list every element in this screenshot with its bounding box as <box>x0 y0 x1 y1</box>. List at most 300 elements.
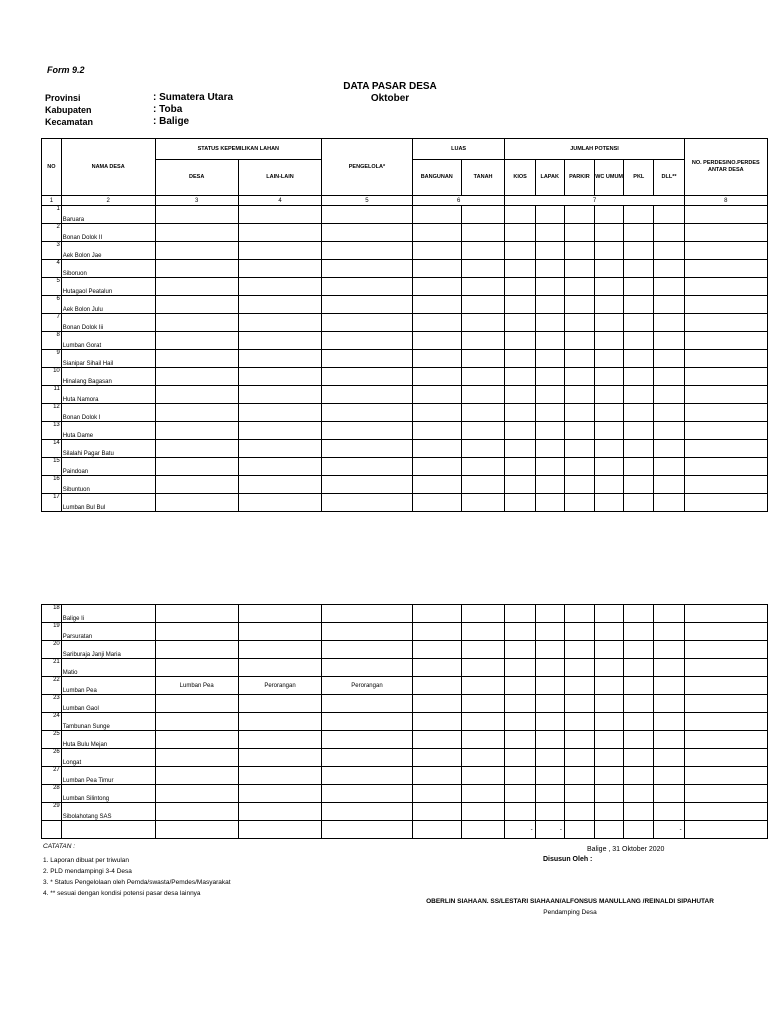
empty-cell <box>564 785 594 803</box>
empty-cell <box>595 350 624 368</box>
row-number: 16 <box>42 476 62 494</box>
header-bangunan: BANGUNAN <box>412 160 461 196</box>
header-kios: KIOS <box>505 160 535 196</box>
empty-cell <box>684 206 767 224</box>
row-number: 5 <box>42 278 62 296</box>
status-desa <box>155 641 238 659</box>
village-name: Lumban Bul Bul <box>61 494 155 512</box>
empty-cell <box>155 494 238 512</box>
empty-cell <box>684 368 767 386</box>
empty-cell <box>412 767 461 785</box>
empty-cell <box>461 695 505 713</box>
row-number: 6 <box>42 296 62 314</box>
empty-cell <box>238 386 321 404</box>
empty-cell <box>624 350 654 368</box>
row-number: 26 <box>42 749 62 767</box>
empty-cell <box>654 440 684 458</box>
row-number: 23 <box>42 695 62 713</box>
prepared-by: Disusun Oleh : <box>543 856 593 863</box>
village-name: Huta Namora <box>61 386 155 404</box>
empty-cell <box>505 422 535 440</box>
pengelola <box>322 641 413 659</box>
row-number: 27 <box>42 767 62 785</box>
empty-cell <box>412 695 461 713</box>
empty-cell <box>624 695 654 713</box>
empty-cell <box>564 260 594 278</box>
empty-cell <box>684 803 767 821</box>
row-number: 21 <box>42 659 62 677</box>
empty-cell <box>412 368 461 386</box>
empty-cell <box>624 422 654 440</box>
row-number: 7 <box>42 314 62 332</box>
col-number: 2 <box>61 196 155 206</box>
empty-cell <box>505 332 535 350</box>
empty-cell <box>684 278 767 296</box>
empty-cell <box>412 458 461 476</box>
status-lain-lain <box>238 749 321 767</box>
status-lain-lain <box>238 641 321 659</box>
empty-cell <box>461 368 505 386</box>
empty-cell <box>322 278 413 296</box>
note-item: 2. PLD mendampingi 3-4 Desa <box>43 868 132 875</box>
empty-cell <box>461 278 505 296</box>
header-pkl: PKL <box>624 160 654 196</box>
empty-cell <box>412 476 461 494</box>
village-name: Sariburaja Janji Maria <box>61 641 155 659</box>
empty-cell <box>412 404 461 422</box>
period-label: Oktober <box>370 93 410 104</box>
empty-cell <box>505 695 535 713</box>
col-number: 8 <box>684 196 767 206</box>
village-name: Bonan Dolok Iii <box>61 314 155 332</box>
table-row <box>42 713 768 731</box>
empty-cell <box>535 803 564 821</box>
empty-cell <box>684 458 767 476</box>
empty-cell <box>564 296 594 314</box>
empty-cell <box>564 368 594 386</box>
empty-cell <box>155 476 238 494</box>
empty-cell <box>535 314 564 332</box>
empty-cell <box>461 350 505 368</box>
empty-cell <box>461 803 505 821</box>
table-row <box>42 767 768 785</box>
empty-cell <box>238 350 321 368</box>
empty-cell <box>461 731 505 749</box>
empty-cell <box>595 713 624 731</box>
empty-cell <box>322 476 413 494</box>
empty-cell <box>505 242 535 260</box>
empty-cell <box>535 440 564 458</box>
empty-cell <box>595 368 624 386</box>
empty-cell <box>461 623 505 641</box>
empty-cell <box>412 641 461 659</box>
empty-cell <box>322 368 413 386</box>
kecamatan-value: : Balige <box>153 116 190 127</box>
village-name: Huta Bulu Mejan <box>61 731 155 749</box>
empty-cell <box>595 785 624 803</box>
empty-cell <box>654 332 684 350</box>
row-number: 24 <box>42 713 62 731</box>
empty-cell <box>564 458 594 476</box>
empty-cell <box>684 785 767 803</box>
village-name: Sianipar Sihail Hail <box>61 350 155 368</box>
empty-cell <box>505 476 535 494</box>
empty-cell <box>155 440 238 458</box>
status-desa <box>155 749 238 767</box>
empty-cell <box>238 404 321 422</box>
empty-cell <box>505 713 535 731</box>
empty-cell <box>238 224 321 242</box>
empty-cell <box>412 386 461 404</box>
empty-cell <box>535 278 564 296</box>
empty-cell <box>564 623 594 641</box>
empty-cell <box>684 713 767 731</box>
empty-cell <box>654 605 684 623</box>
table-row <box>42 749 768 767</box>
empty-cell <box>564 314 594 332</box>
empty-cell <box>412 623 461 641</box>
empty-cell <box>564 677 594 695</box>
empty-cell <box>564 386 594 404</box>
provinsi-label: Provinsi <box>45 93 81 103</box>
empty-cell <box>595 476 624 494</box>
empty-cell <box>322 206 413 224</box>
empty-cell <box>535 458 564 476</box>
header-no: NO <box>42 139 62 196</box>
village-name: Aek Bolon Julu <box>61 296 155 314</box>
status-desa <box>155 623 238 641</box>
empty-cell <box>595 332 624 350</box>
empty-cell <box>595 494 624 512</box>
empty-cell <box>624 278 654 296</box>
village-name: Siboruon <box>61 260 155 278</box>
empty-cell <box>535 422 564 440</box>
empty-cell <box>505 605 535 623</box>
table-row <box>42 623 768 641</box>
empty-cell <box>624 224 654 242</box>
empty-cell <box>505 296 535 314</box>
empty-cell <box>461 296 505 314</box>
empty-cell <box>535 731 564 749</box>
empty-cell <box>412 332 461 350</box>
notes-title: CATATAN : <box>43 843 76 850</box>
empty-cell <box>322 386 413 404</box>
row-number: 11 <box>42 386 62 404</box>
empty-cell <box>595 458 624 476</box>
empty-cell <box>684 440 767 458</box>
empty-cell <box>654 641 684 659</box>
empty-cell <box>654 494 684 512</box>
empty-cell <box>684 476 767 494</box>
empty-cell <box>535 386 564 404</box>
empty-cell <box>595 242 624 260</box>
empty-cell <box>535 332 564 350</box>
empty-cell <box>564 803 594 821</box>
empty-cell <box>595 695 624 713</box>
empty-cell <box>412 605 461 623</box>
empty-cell <box>505 767 535 785</box>
status-desa <box>155 731 238 749</box>
empty-cell <box>595 803 624 821</box>
col-number: 3 <box>155 196 238 206</box>
empty-cell <box>654 695 684 713</box>
status-desa <box>155 785 238 803</box>
empty-cell <box>684 695 767 713</box>
empty-cell <box>624 368 654 386</box>
empty-cell <box>461 422 505 440</box>
empty-cell <box>505 278 535 296</box>
village-name: Lumban Gaol <box>61 695 155 713</box>
empty-cell <box>412 206 461 224</box>
empty-cell <box>624 458 654 476</box>
empty-cell <box>238 296 321 314</box>
empty-cell <box>564 242 594 260</box>
empty-cell <box>624 494 654 512</box>
empty-cell <box>505 386 535 404</box>
empty-cell <box>595 767 624 785</box>
table-row <box>42 260 768 278</box>
table-row <box>42 440 768 458</box>
empty-cell <box>155 350 238 368</box>
empty-cell <box>564 332 594 350</box>
empty-cell <box>535 296 564 314</box>
row-number: 3 <box>42 242 62 260</box>
empty-cell <box>624 785 654 803</box>
table-row <box>42 422 768 440</box>
empty-cell <box>461 767 505 785</box>
empty-cell <box>535 713 564 731</box>
header-parkir: PARKIR <box>564 160 594 196</box>
row-number: 18 <box>42 605 62 623</box>
empty-cell <box>684 677 767 695</box>
table-row <box>42 785 768 803</box>
empty-cell <box>322 422 413 440</box>
empty-cell <box>595 260 624 278</box>
empty-cell <box>322 224 413 242</box>
empty-cell <box>412 296 461 314</box>
empty-cell <box>684 404 767 422</box>
empty-cell <box>624 242 654 260</box>
empty-cell <box>564 476 594 494</box>
village-name: Silalahi Pagar Batu <box>61 440 155 458</box>
empty-cell <box>535 659 564 677</box>
empty-cell <box>624 731 654 749</box>
empty-cell <box>654 404 684 422</box>
empty-cell <box>654 659 684 677</box>
empty-cell <box>654 206 684 224</box>
status-lain-lain <box>238 695 321 713</box>
empty-cell <box>535 494 564 512</box>
empty-cell <box>155 296 238 314</box>
empty-cell <box>505 641 535 659</box>
empty-cell <box>505 368 535 386</box>
col-number: 1 <box>42 196 62 206</box>
empty-cell <box>595 749 624 767</box>
village-name: Aek Bolon Jae <box>61 242 155 260</box>
empty-cell <box>564 404 594 422</box>
empty-cell <box>595 623 624 641</box>
empty-cell <box>624 332 654 350</box>
header-pengelola: PENGELOLA* <box>322 139 413 196</box>
empty-cell <box>595 731 624 749</box>
empty-cell <box>654 623 684 641</box>
village-name: Matio <box>61 659 155 677</box>
empty-cell <box>654 260 684 278</box>
place-date: Balige , 31 Oktober 2020 <box>587 846 665 853</box>
pengelola: Perorangan <box>322 677 413 695</box>
form-number: Form 9.2 <box>47 65 85 75</box>
village-name: Sibolahotang SAS <box>61 803 155 821</box>
empty-cell <box>155 386 238 404</box>
empty-cell <box>505 314 535 332</box>
total-cell <box>155 821 238 839</box>
empty-cell <box>535 368 564 386</box>
table-row <box>42 677 768 695</box>
empty-cell <box>535 623 564 641</box>
row-number: 15 <box>42 458 62 476</box>
empty-cell <box>654 296 684 314</box>
empty-cell <box>595 296 624 314</box>
empty-cell <box>684 659 767 677</box>
empty-cell <box>654 314 684 332</box>
pengelola <box>322 605 413 623</box>
total-lapak: - <box>535 821 564 839</box>
empty-cell <box>624 767 654 785</box>
table-row <box>42 731 768 749</box>
empty-cell <box>412 494 461 512</box>
empty-cell <box>564 767 594 785</box>
empty-cell <box>535 641 564 659</box>
empty-cell <box>684 731 767 749</box>
row-number: 9 <box>42 350 62 368</box>
table-row <box>42 476 768 494</box>
empty-cell <box>461 404 505 422</box>
empty-cell <box>322 260 413 278</box>
status-lain-lain <box>238 767 321 785</box>
empty-cell <box>684 332 767 350</box>
row-number: 8 <box>42 332 62 350</box>
col-number: 5 <box>322 196 413 206</box>
empty-cell <box>412 749 461 767</box>
empty-cell <box>461 605 505 623</box>
empty-cell <box>505 785 535 803</box>
empty-cell <box>461 641 505 659</box>
empty-cell <box>595 677 624 695</box>
village-name: Lumban Pea Timur <box>61 767 155 785</box>
empty-cell <box>595 314 624 332</box>
header-desa: DESA <box>155 160 238 196</box>
empty-cell <box>654 422 684 440</box>
empty-cell <box>535 242 564 260</box>
empty-cell <box>595 605 624 623</box>
row-number: 19 <box>42 623 62 641</box>
empty-cell <box>238 458 321 476</box>
header-perdes: NO. PERDES/NO.PERDES ANTAR DESA <box>684 139 767 196</box>
total-cell <box>564 821 594 839</box>
row-number: 22 <box>42 677 62 695</box>
empty-cell <box>654 677 684 695</box>
row-number: 2 <box>42 224 62 242</box>
village-name: Lumban Silintong <box>61 785 155 803</box>
total-cell <box>595 821 624 839</box>
market-table-part2 <box>41 604 768 839</box>
empty-cell <box>654 803 684 821</box>
empty-cell <box>238 206 321 224</box>
pengelola <box>322 803 413 821</box>
empty-cell <box>654 350 684 368</box>
empty-cell <box>505 440 535 458</box>
village-name: Lumban Gorat <box>61 332 155 350</box>
empty-cell <box>461 224 505 242</box>
row-number: 17 <box>42 494 62 512</box>
total-cell <box>322 821 413 839</box>
empty-cell <box>535 476 564 494</box>
empty-cell <box>684 641 767 659</box>
empty-cell <box>564 641 594 659</box>
empty-cell <box>412 803 461 821</box>
empty-cell <box>595 224 624 242</box>
empty-cell <box>535 695 564 713</box>
empty-cell <box>155 368 238 386</box>
table-row <box>42 242 768 260</box>
table-row <box>42 458 768 476</box>
pengelola <box>322 623 413 641</box>
village-name: Bonan Dolok I <box>61 404 155 422</box>
kecamatan-label: Kecamatan <box>45 117 94 127</box>
empty-cell <box>155 458 238 476</box>
pengelola <box>322 695 413 713</box>
col-number: 7 <box>505 196 684 206</box>
empty-cell <box>461 242 505 260</box>
empty-cell <box>155 278 238 296</box>
empty-cell <box>505 677 535 695</box>
empty-cell <box>155 314 238 332</box>
empty-cell <box>624 476 654 494</box>
header-tanah: TANAH <box>461 160 505 196</box>
empty-cell <box>155 422 238 440</box>
empty-cell <box>654 713 684 731</box>
row-number: 12 <box>42 404 62 422</box>
empty-cell <box>238 368 321 386</box>
status-desa <box>155 767 238 785</box>
provinsi-value: : Sumatera Utara <box>153 92 234 103</box>
header-dll: DLL** <box>654 160 684 196</box>
empty-cell <box>684 494 767 512</box>
empty-cell <box>654 785 684 803</box>
total-cell <box>42 821 62 839</box>
empty-cell <box>505 623 535 641</box>
empty-cell <box>412 278 461 296</box>
empty-cell <box>595 386 624 404</box>
status-lain-lain <box>238 713 321 731</box>
col-number: 4 <box>238 196 321 206</box>
empty-cell <box>322 440 413 458</box>
table-row <box>42 278 768 296</box>
status-lain-lain <box>238 605 321 623</box>
empty-cell <box>654 242 684 260</box>
status-desa <box>155 605 238 623</box>
empty-cell <box>322 314 413 332</box>
village-name: Hinalang Bagasan <box>61 368 155 386</box>
empty-cell <box>238 278 321 296</box>
status-lain-lain <box>238 785 321 803</box>
village-name: Balige Ii <box>61 605 155 623</box>
empty-cell <box>505 260 535 278</box>
village-name: Bonan Dolok II <box>61 224 155 242</box>
empty-cell <box>654 767 684 785</box>
empty-cell <box>684 350 767 368</box>
empty-cell <box>535 224 564 242</box>
